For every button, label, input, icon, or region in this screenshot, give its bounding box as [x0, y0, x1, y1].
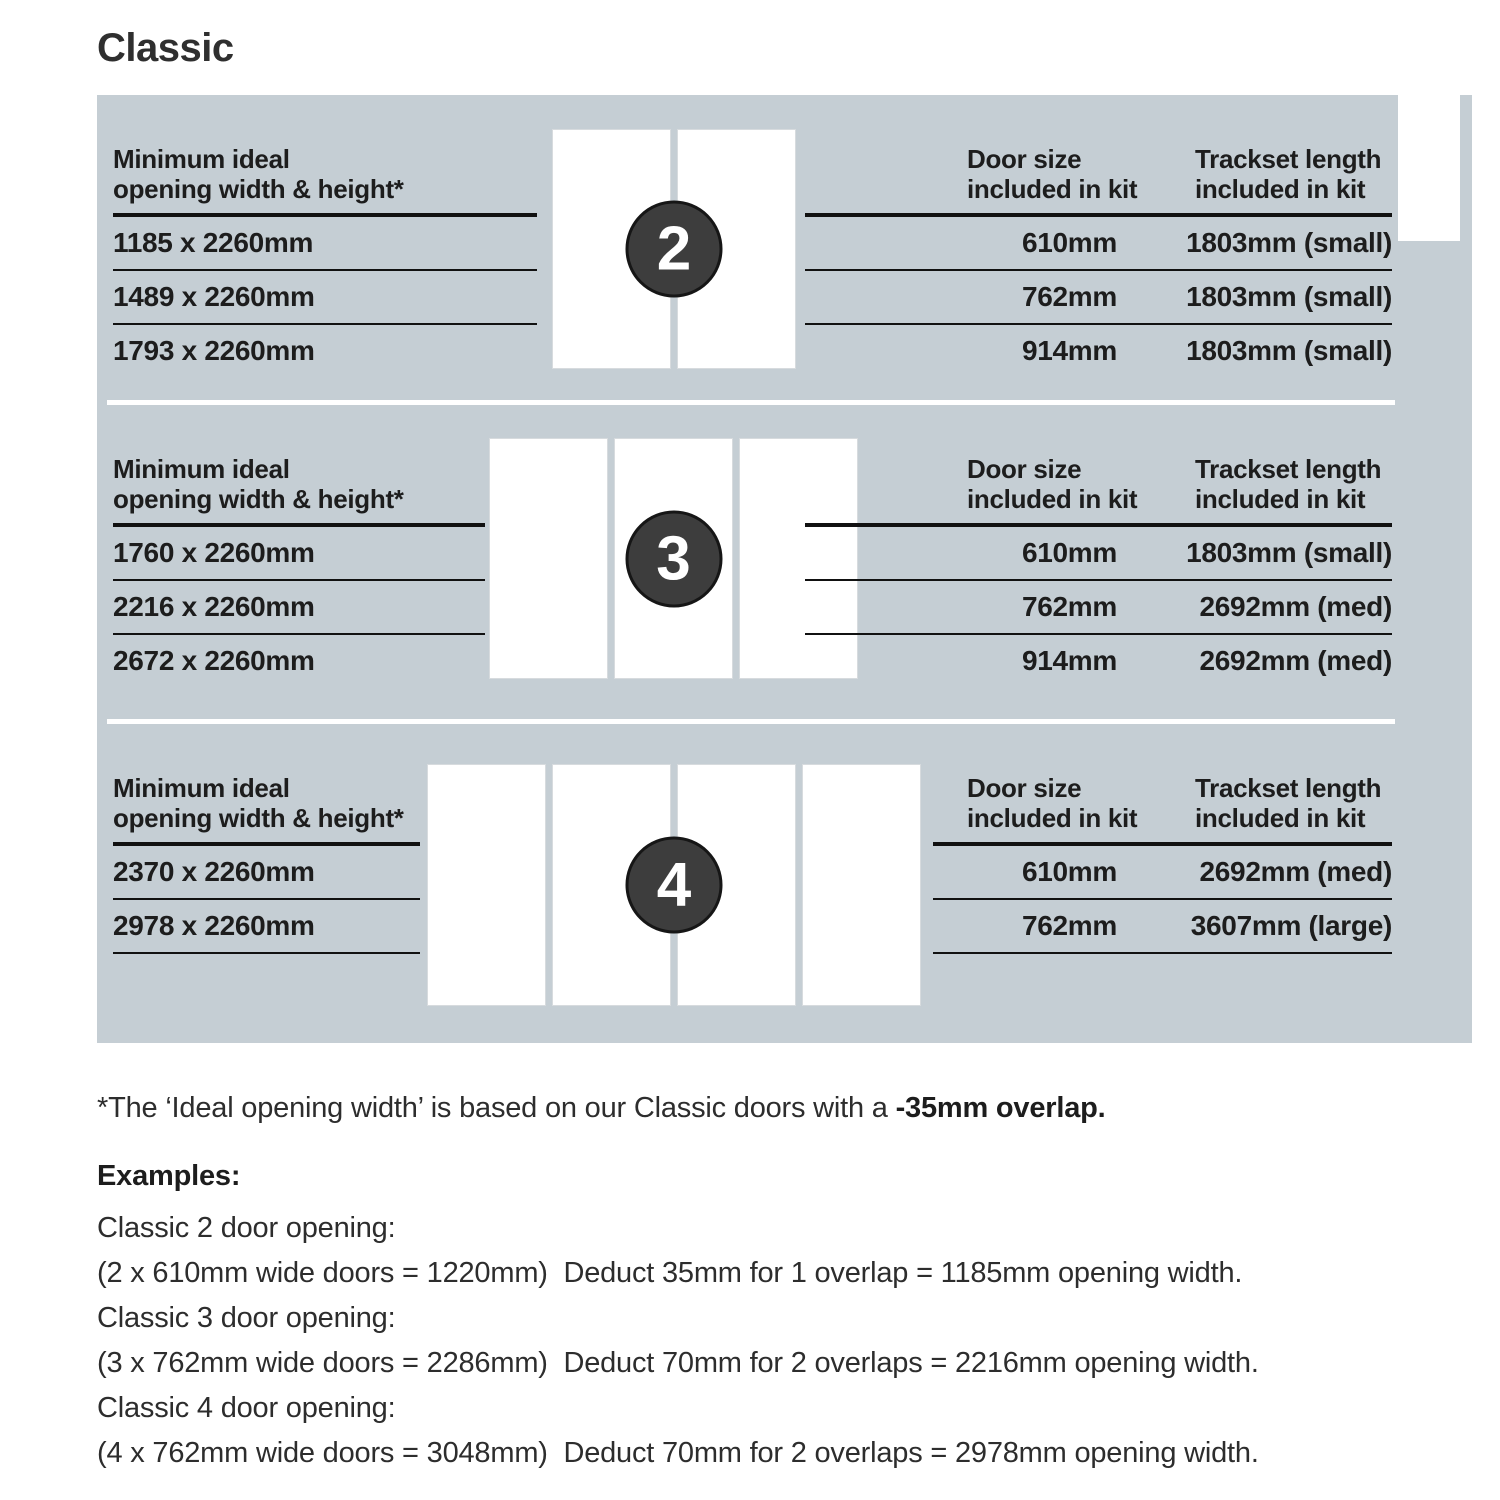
- door-panel: [803, 765, 920, 1005]
- opening-table-header: [113, 724, 420, 846]
- trackset-value: 3607mm (large): [1190, 910, 1392, 941]
- footnote-bold: -35mm overlap.: [895, 1092, 1106, 1124]
- example-detail: (4 x 762mm wide doors = 3048mm) Deduct 70mm for 2 overlaps = 2978mm opening width.: [97, 1437, 1259, 1469]
- table-row: [805, 217, 1392, 271]
- opening-header-line2: opening width & height*: [113, 174, 404, 204]
- section-2-door: [97, 95, 1472, 400]
- door-size-header: Door size included in kit: [967, 773, 1138, 833]
- spec-panel: [97, 95, 1472, 1043]
- door-count-badge: 2: [626, 201, 723, 298]
- table-row: 2672 x 2260mm: [113, 645, 315, 676]
- door-size-value: 610mm: [1021, 537, 1117, 568]
- table-row: [805, 581, 1392, 635]
- door-panel: [428, 765, 545, 1005]
- table-row: 2370 x 2260mm: [113, 846, 420, 900]
- kit-table-4door: [933, 724, 1392, 954]
- door-count-badge: 4: [626, 837, 723, 934]
- example-label: Classic 3 door opening:: [97, 1302, 396, 1334]
- opening-header-line2: opening width & height*: [113, 803, 404, 833]
- opening-header-line1: Minimum ideal: [113, 773, 290, 803]
- door-size-value: 610mm: [1021, 856, 1117, 887]
- opening-table-header: [113, 95, 537, 217]
- section-4-door: [97, 724, 1472, 1043]
- door-size-value: 762mm: [1021, 910, 1117, 941]
- door-size-header: Door size included in kit: [967, 144, 1138, 204]
- door-size-value: 762mm: [1021, 281, 1117, 312]
- table-row: [805, 325, 1392, 377]
- trackset-value: 1803mm (small): [1186, 537, 1392, 568]
- table-row: [933, 846, 1392, 900]
- trackset-value: 2692mm (med): [1199, 856, 1392, 887]
- door-diagram-4: [428, 765, 920, 1005]
- kit-table-header: [805, 405, 1392, 527]
- examples-list: [97, 1206, 1259, 1476]
- section-3-door: [97, 405, 1472, 719]
- table-row: 1489 x 2260mm: [113, 271, 537, 325]
- door-diagram-2: [553, 130, 795, 368]
- trackset-header: Trackset length included in kit: [1195, 144, 1382, 204]
- door-size-value: 914mm: [1021, 645, 1117, 676]
- table-row: [805, 527, 1392, 581]
- opening-header-line1: Minimum ideal: [113, 144, 290, 174]
- table-row: [933, 900, 1392, 954]
- trackset-value: 1803mm (small): [1186, 227, 1392, 258]
- panel-corner-notch: [1398, 95, 1460, 241]
- kit-table-header: [805, 95, 1392, 217]
- door-panel: [490, 439, 607, 678]
- example-detail: (2 x 610mm wide doors = 1220mm) Deduct 35mm for 1 overlap = 1185mm opening width.: [97, 1257, 1243, 1289]
- table-row: [805, 271, 1392, 325]
- trackset-header: Trackset length included in kit: [1195, 773, 1382, 833]
- trackset-value: 1803mm (small): [1186, 281, 1392, 312]
- door-count-badge: 3: [625, 510, 722, 607]
- door-size-value: 762mm: [1021, 591, 1117, 622]
- page-title: Classic: [97, 26, 234, 70]
- table-row: 1760 x 2260mm: [113, 527, 485, 581]
- door-diagram-3: [490, 439, 857, 678]
- trackset-header: Trackset length included in kit: [1195, 454, 1382, 514]
- example-label: Classic 4 door opening:: [97, 1392, 396, 1424]
- opening-table-2door: [113, 95, 537, 377]
- table-row: 1793 x 2260mm: [113, 335, 315, 366]
- trackset-value: 1803mm (small): [1186, 335, 1392, 366]
- opening-table-header: [113, 405, 485, 527]
- example-label: Classic 2 door opening:: [97, 1212, 396, 1244]
- trackset-value: 2692mm (med): [1199, 591, 1392, 622]
- kit-table-3door: [805, 405, 1392, 687]
- table-row: [805, 635, 1392, 687]
- table-row: 1185 x 2260mm: [113, 217, 537, 271]
- footnote: [97, 1092, 1106, 1125]
- opening-header-line2: opening width & height*: [113, 484, 404, 514]
- trackset-value: 2692mm (med): [1199, 645, 1392, 676]
- table-row: 2978 x 2260mm: [113, 900, 420, 954]
- door-size-value: 610mm: [1021, 227, 1117, 258]
- door-size-header: Door size included in kit: [967, 454, 1138, 514]
- door-size-value: 914mm: [1021, 335, 1117, 366]
- opening-header-line1: Minimum ideal: [113, 454, 290, 484]
- opening-table-4door: [113, 724, 420, 954]
- table-row: 2216 x 2260mm: [113, 581, 485, 635]
- kit-table-2door: [805, 95, 1392, 377]
- examples-heading: Examples:: [97, 1160, 241, 1192]
- example-detail: (3 x 762mm wide doors = 2286mm) Deduct 70mm for 2 overlaps = 2216mm opening width.: [97, 1347, 1259, 1379]
- opening-table-3door: [113, 405, 485, 687]
- footnote-text: *The ‘Ideal opening width’ is based on our Classic doors with a: [97, 1092, 896, 1124]
- kit-table-header: [933, 724, 1392, 846]
